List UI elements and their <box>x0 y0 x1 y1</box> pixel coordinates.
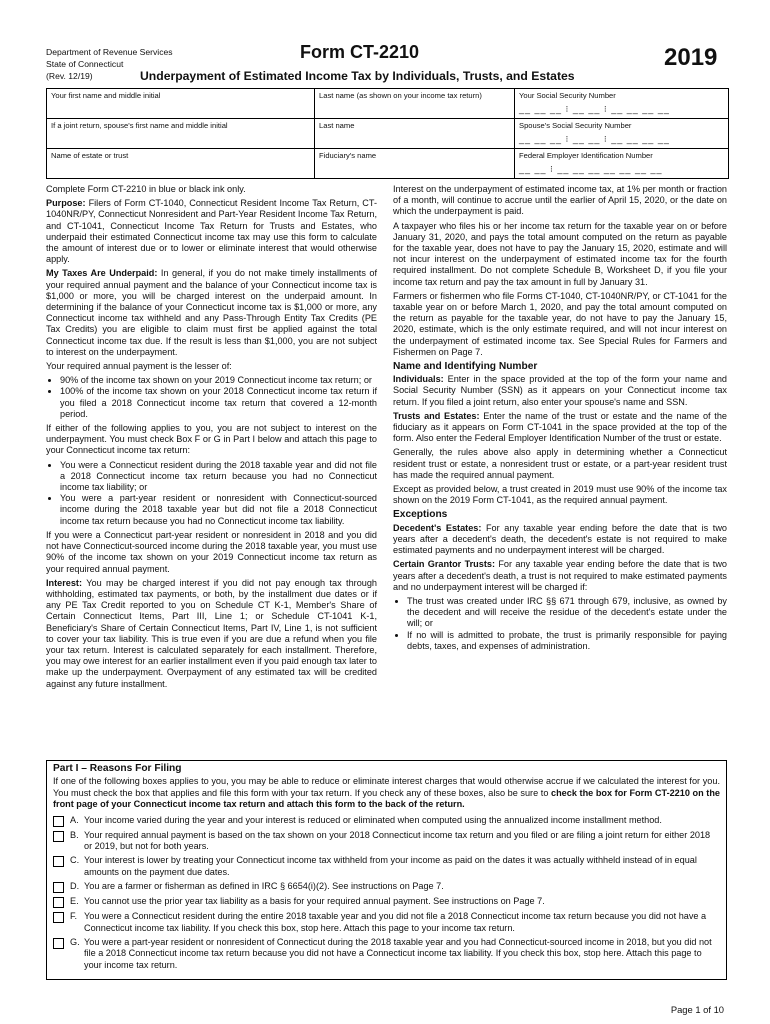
spouse-ssn-field[interactable]: Spouse's Social Security Number __ __ __ ⁝ __ __ ⁝ __ __ __ __ <box>519 121 670 144</box>
reason-item <box>53 815 720 827</box>
reason-item <box>53 830 720 853</box>
form-subtitle: Underpayment of Estimated Income Tax by Individuals, Trusts, and Estates <box>140 69 575 83</box>
farmers-paragraph: Farmers or fishermen who file Forms CT-1040, CT-1040NR/PY, or CT-1041 for the taxable year on or before March 1, 2020, and pay the total amount computed on the return as payable for the taxable year, do not have to pay the January 15, 2020, estimate, which is the only estimate required, and will not incur interest on the underpayment of estimated income tax. See Special Rules for Farmers and Fishermen on Page 7. <box>393 290 727 357</box>
list-item: • You were a Connecticut resident during the 2018 taxable year and did not file a 2018 Connecticut income tax return because you had no Connecticut income tax liability; or <box>60 460 377 494</box>
reason-letter: B. <box>70 829 79 840</box>
left-instructions-column <box>46 184 377 693</box>
list-item: • 100% of the income tax shown on your 2018 Connecticut income tax return if you filed a 2018 Connecticut income tax return that covered a 12-month period. <box>60 386 377 420</box>
part1-title: Part I – Reasons For Filing <box>53 763 182 774</box>
list-item: • If no will is admitted to probate, the trust is primarily responsible for paying debts, taxes, and expenses of administration. <box>407 630 727 652</box>
interest-paragraph: Interest: You may be charged interest if you did not pay enough tax through withholding, estimated tax payments, or both, by the installment due dates or if any PE Tax Credit reported to you on Schedule CT K-1, Member's Share of Certain Connecticut Items, Part III, Line 1; or Schedule CT-1041 K-1, Beneficiary's Share of Certain Connecticut Items, Part IV, Line 1, is not sufficient to cover your tax liability. This is true even if you are due a refund when you file your tax return. Interest is calculated separately for each installment. Therefore, you may owe interest for an earlier installment even if you paid enough tax later to make up the underpayment. Overpayment of any estimated tax will be credited against any future installment. <box>46 577 378 689</box>
checkbox[interactable] <box>53 897 64 908</box>
checkbox[interactable] <box>53 882 64 893</box>
tax-year: 2019 <box>664 44 718 71</box>
reason-item <box>53 896 720 908</box>
trusts-paragraph: Trusts and Estates: Enter the name of the trust or estate and the name of the fiduciary as it appears on Form CT-1041 in the space provided at the top of the form. Also enter the Federal Employer Identification Number of the trust or estate. <box>393 410 727 444</box>
ssn-blanks: __ __ __ ⁝ __ __ ⁝ __ __ __ __ <box>519 104 670 114</box>
revision-date: (Rev. 12/19) <box>46 71 93 81</box>
checkbox[interactable] <box>53 831 64 842</box>
generally-paragraph: Generally, the rules above also apply in determining whether a Connecticut resident trust or estate, a nonresident trust or estate, or a part-year resident trust has made the required annual payment. <box>393 447 727 480</box>
underpaid-paragraph: My Taxes Are Underpaid: In general, if you do not make timely installments of your required annual payment and the balance of your Connecticut income tax is $1,000 or more, you will be charged interest on the underpaid amount. In determining if the balance of your Connecticut income tax is $1,000 or more, any Connecticut income tax withheld and any Pass-Through Entity Tax Credits (PE Tax Credits) you are eligible to claim must first be applied against the total Connecticut income tax due. If the result is less than $1,000, you are not subject to interest on the underpayment. <box>46 268 377 357</box>
individuals-paragraph: Individuals: Enter in the space provided at the top of the form your name and Social Security Number (SSN) as it appears on your Connecticut income tax return. If you filed a joint return, also enter your spouse's name and SSN. <box>393 374 727 407</box>
reason-letter: G. <box>70 937 80 948</box>
exemption-list <box>46 460 377 527</box>
reason-item <box>53 911 720 934</box>
not-subject-paragraph: If either of the following applies to you, you are not subject to interest on the underpayment. You must check Box F or G in Part I below and attach this page to your Connecticut income tax return: <box>46 423 377 456</box>
checkbox[interactable] <box>53 912 64 923</box>
decedent-paragraph: Decedent's Estates: For any taxable year ending before the date that is two years after a decedent's death, the decedent's estate is not required to make estimated payments and no underpayment interest will be charged. <box>393 522 727 556</box>
reason-text: Your interest is lower by treating your Connecticut income tax withheld from your income as paid on the dates it was actually withheld instead of in equal amounts on the payment due dates. <box>84 855 697 877</box>
checkbox[interactable] <box>53 938 64 949</box>
checkbox[interactable] <box>53 856 64 867</box>
reason-item <box>53 937 720 971</box>
reason-letter: F. <box>70 911 78 922</box>
except-paragraph: Except as provided below, a trust created in 2019 must use 90% of the income tax shown on the 2019 Form CT-1041, as the required annual payment. <box>393 484 727 506</box>
last-name-field[interactable]: Last name (as shown on your income tax return) <box>315 89 515 118</box>
spouse-first-name-field[interactable]: If a joint return, spouse's first name and middle initial <box>47 119 315 148</box>
reason-text: You were a Connecticut resident during the entire 2018 taxable year and you did not file a 2018 Connecticut income tax return because you did not have a Connecticut income tax liability. If you check this box, stop here. Attach this page to your income tax return. <box>84 911 707 933</box>
spouse-last-name-field[interactable]: Last name <box>315 119 515 148</box>
part1-reasons-box <box>46 760 727 980</box>
identification-box <box>46 88 729 179</box>
page-number: Page 1 of 10 <box>670 1004 724 1015</box>
first-name-field[interactable]: Your first name and middle initial <box>47 89 315 118</box>
right-instructions-column <box>393 184 727 655</box>
state-name: State of Connecticut <box>46 59 124 69</box>
purpose-paragraph: Purpose: Filers of Form CT-1040, Connecticut Resident Income Tax Return, CT-1040NR/PY, Connecticut Nonresident and Part-Year Resident Income Tax Return, and CT-1041, Connecticut Income Tax Return for Trusts and Estates, who underpaid their estimated Connecticut income tax may use this form to calculate the amount of interest due or to lower or eliminate interest that would otherwise apply. <box>46 198 377 265</box>
reason-text: You were a part-year resident or nonresident of Connecticut during the 2018 taxable year and you had Connecticut-sourced income in 2018, but you did not file a 2018 Connecticut income tax return because you did not have a Connecticut income tax liability. If you check this box, stop here. Attach this page to your income tax return. <box>84 937 712 970</box>
reason-text: Your required annual payment is based on the tax shown on your 2018 Connecticut income tax return and you filed or are filing a joint return for either 2018 or 2019, but not for both years. <box>84 829 711 852</box>
fein-field[interactable]: Federal Employer Identification Number __ __ ⁝ __ __ __ __ __ __ __ <box>519 151 663 174</box>
grantor-list <box>393 596 727 652</box>
reason-letter: C. <box>70 855 80 866</box>
estate-name-field[interactable]: Name of estate or trust <box>47 149 315 178</box>
grantor-paragraph: Certain Grantor Trusts: For any taxable year ending before the date that is two years after a decedent's death, a trust is not required to make estimated payments and no underpayment interest will be charged if: <box>393 559 727 592</box>
reason-item <box>53 881 720 893</box>
reason-letter: D. <box>70 881 80 892</box>
spouse-ssn-blanks: __ __ __ ⁝ __ __ ⁝ __ __ __ __ <box>519 134 670 144</box>
reason-text: You cannot use the prior year tax liability as a basis for your required annual payment. See instructions on Page 7. <box>84 896 545 907</box>
list-item: • You were a part-year resident or nonresident with Connecticut-sourced income during the 2018 taxable year but did not file a 2018 Connecticut income tax return because you had no Connecticut income tax liability. <box>60 493 377 527</box>
exceptions-heading: Exceptions <box>393 509 448 521</box>
interest-rate-paragraph: Interest on the underpayment of estimated income tax, at 1% per month or fraction of a month, will continue to accrue until the earlier of April 15, 2020, or the date on which the underpayment is paid. <box>393 184 727 217</box>
department-name: Department of Revenue Services <box>46 47 173 57</box>
fein-blanks: __ __ ⁝ __ __ __ __ __ __ __ <box>519 164 663 174</box>
required-payment-list <box>46 375 377 420</box>
fiduciary-name-field[interactable]: Fiduciary's name <box>315 149 515 178</box>
lesser-of-text: Your required annual payment is the lesser of: <box>46 361 232 372</box>
reason-letter: E. <box>70 896 79 907</box>
reason-letter: A. <box>70 814 79 825</box>
list-item: • 90% of the income tax shown on your 2019 Connecticut income tax return; or <box>60 375 377 386</box>
ink-instruction: Complete Form CT-2210 in blue or black ink only. <box>46 184 246 194</box>
list-item: • The trust was created under IRC §§ 671 through 679, inclusive, as owned by the decedent and will receive the residue of the decedent's estate under the will; or <box>407 596 727 630</box>
checkbox[interactable] <box>53 816 64 827</box>
reason-item <box>53 855 720 878</box>
january-filing-paragraph: A taxpayer who files his or her income tax return for the taxable year on or before January 31, 2020, and pays the total amount computed on the return as payable for the taxable year, does not have to pay the January 15, 2020, estimate and will not incur interest on the underpayment of estimated income tax for the fourth required installment. Do not complete Schedule B, Worksheet D, if you file your income tax return and pay the tax amount in full by January 31. <box>393 220 727 287</box>
ssn-field[interactable]: Your Social Security Number __ __ __ ⁝ __ __ ⁝ __ __ __ __ <box>519 91 670 114</box>
form-title: Form CT-2210 <box>300 42 420 62</box>
part1-intro: If one of the following boxes applies to you, you may be able to reduce or eliminate interest charges that would otherwise accrue if we calculated the interest for you. You must check the box that applies and file this form with your tax return. If you check any of these boxes, also be sure to check the box for Form CT-2210 on the front page of your Connecticut income tax return and attach this form to the back of the return. <box>53 776 720 810</box>
name-id-heading: Name and Identifying Number <box>393 361 538 373</box>
part-year-paragraph: If you were a Connecticut part-year resident or nonresident in 2018 and you did not have Connecticut-sourced income during the 2018 taxable year, you must use 90% of the income tax shown on your 2019 Connecticut income tax return as your required annual payment. <box>46 529 377 574</box>
reason-text: Your income varied during the year and your interest is reduced or eliminated when computed using the annualized income installment method. <box>84 814 662 825</box>
reason-text: You are a farmer or fisherman as defined in IRC § 6654(i)(2). See instructions on Page 7. <box>84 881 444 892</box>
